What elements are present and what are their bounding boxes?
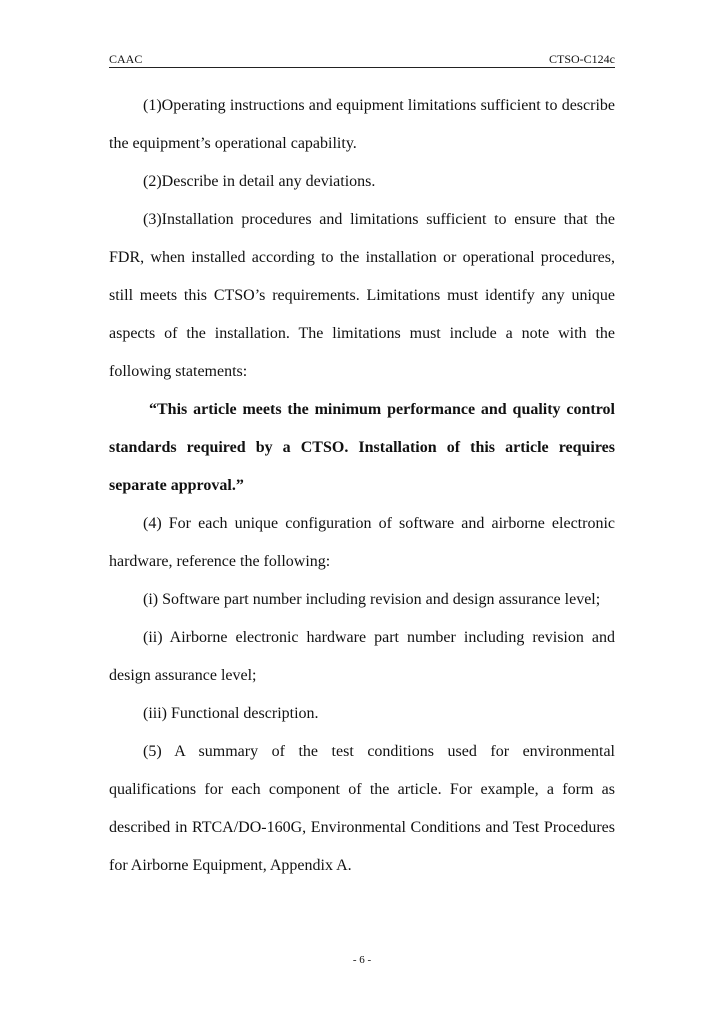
page-header	[109, 51, 615, 68]
list-item-functional-description: (iii) Functional description.	[143, 705, 319, 722]
paragraph-environmental-test-summary: (5) A summary of the test conditions used for environmental qualifications for each component of the article. For example, a form as described in RTCA/DO-160G, Environmental Conditions and Test Procedures for Airborne Equipment, Appendix A.	[109, 743, 615, 874]
document-body	[109, 87, 615, 885]
paragraph-software-hardware-config: (4) For each unique configuration of software and airborne electronic hardware, reference the following:	[109, 515, 615, 570]
paragraph-installation-procedures: (3)Installation procedures and limitations sufficient to ensure that the FDR, when installed according to the installation or operational procedures, still meets this CTSO’s requirements. Limitations must identify any unique aspects of the installation. The limitations must include a note with the following statements:	[109, 211, 615, 380]
list-item-hardware-part-number: (ii) Airborne electronic hardware part number including revision and design assurance level;	[109, 629, 615, 684]
list-item-software-part-number: (i) Software part number including revision and design assurance level;	[143, 591, 601, 608]
page-number: - 6 -	[352, 954, 372, 966]
paragraph-required-statement: “This article meets the minimum performance and quality control standards required by a CTSO. Installation of this article requires separate approval.”	[109, 401, 615, 494]
header-org: CAAC	[109, 52, 143, 66]
header-doc-id: CTSO-C124c	[549, 52, 615, 66]
paragraph-operating-instructions: (1)Operating instructions and equipment limitations sufficient to describe the equipment’s operational capability.	[109, 97, 615, 152]
paragraph-deviations: (2)Describe in detail any deviations.	[143, 173, 376, 190]
